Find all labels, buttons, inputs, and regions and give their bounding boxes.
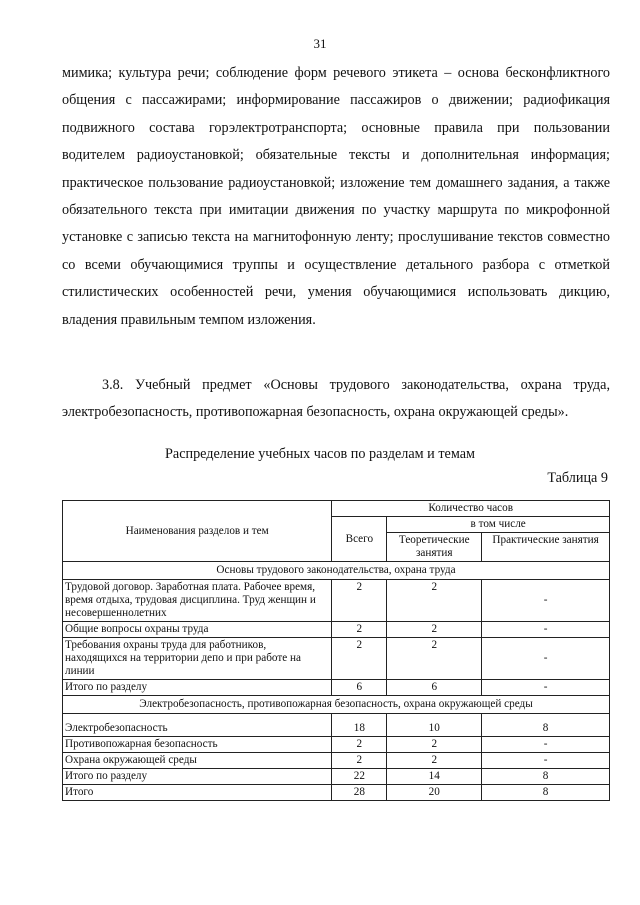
row-practice: 8 <box>482 714 610 737</box>
page-number: 31 <box>313 36 327 51</box>
header-name: Наименования разделов и тем <box>63 501 332 562</box>
row-total: 2 <box>332 580 387 622</box>
table-row <box>63 638 610 680</box>
table-caption: Распределение учебных часов по разделам и темам <box>165 446 475 462</box>
row-theory: 2 <box>387 580 482 622</box>
body-paragraph: мимика; культура речи; соблюдение форм речевого этикета – основа бесконфликтного общения с пассажирами; информирование пассажиров о движении; радиофикация подвижного состава горэлектротранспорта; основные правила при пользовании водителем радиоустановкой; обязательные тексты и дополнительная информация; практическое пользование радиоустановкой; изложение тем домашнего задания, а также обязательного текста при имитации движения по участку маршрута по микрофонной установке с записью текста на магнитофонную ленту; прослушивание текстов совместно со всеми обучающимися труппы и осуществление детального разбора с отметкой стилистических особенностей речи, умения обучающимися использовать дикцию, владения правильным темпом изложения. <box>62 65 610 328</box>
row-name: Итого по разделу <box>63 680 332 696</box>
grand-total-total: 28 <box>332 785 387 801</box>
row-practice: 8 <box>482 769 610 785</box>
header-including: в том числе <box>387 517 610 533</box>
table-row <box>63 580 610 622</box>
grand-total-practice: 8 <box>482 785 610 801</box>
table-row <box>63 737 610 753</box>
grand-total-row <box>63 785 610 801</box>
row-theory: 2 <box>387 753 482 769</box>
row-theory: 2 <box>387 622 482 638</box>
row-practice: - <box>482 680 610 696</box>
header-hours-count: Количество часов <box>332 501 610 517</box>
row-total: 2 <box>332 737 387 753</box>
table-row <box>63 680 610 696</box>
grand-total-theory: 20 <box>387 785 482 801</box>
row-name: Охрана окружающей среды <box>63 753 332 769</box>
table-row <box>63 753 610 769</box>
row-name: Итого по разделу <box>63 769 332 785</box>
row-practice: - <box>482 737 610 753</box>
table-number: Таблица 9 <box>547 470 608 486</box>
row-theory: 14 <box>387 769 482 785</box>
row-name: Электробезопасность <box>63 714 332 737</box>
row-theory: 2 <box>387 737 482 753</box>
table-row <box>63 769 610 785</box>
header-theory: Теоретические занятия <box>387 533 482 562</box>
row-total: 2 <box>332 638 387 680</box>
row-theory: 2 <box>387 638 482 680</box>
section-title: Электробезопасность, противопожарная безопасность, охрана окружающей среды <box>63 696 610 714</box>
table-row <box>63 622 610 638</box>
row-total: 22 <box>332 769 387 785</box>
grand-total-name: Итого <box>63 785 332 801</box>
row-theory: 6 <box>387 680 482 696</box>
row-practice: - <box>482 638 610 680</box>
row-total: 18 <box>332 714 387 737</box>
header-row-1 <box>63 501 610 517</box>
row-theory: 10 <box>387 714 482 737</box>
row-practice: - <box>482 753 610 769</box>
hours-table <box>62 500 610 801</box>
row-practice: - <box>482 580 610 622</box>
row-name: Трудовой договор. Заработная плата. Рабочее время, время отдыха, трудовая дисциплина. Труд женщин и несовершеннолетних <box>63 580 332 622</box>
row-name: Противопожарная безопасность <box>63 737 332 753</box>
section-title-row <box>63 696 610 714</box>
header-practice: Практические занятия <box>482 533 610 562</box>
row-name: Общие вопросы охраны труда <box>63 622 332 638</box>
section-heading: 3.8. Учебный предмет «Основы трудового законодательства, охрана труда, электробезопасность, противопожарная безопасность, охрана окружающей среды». <box>62 377 610 421</box>
row-total: 6 <box>332 680 387 696</box>
header-total: Всего <box>332 517 387 562</box>
section-title: Основы трудового законодательства, охрана труда <box>63 562 610 580</box>
row-total: 2 <box>332 753 387 769</box>
row-total: 2 <box>332 622 387 638</box>
row-practice: - <box>482 622 610 638</box>
table-row <box>63 714 610 737</box>
section-title-row <box>63 562 610 580</box>
row-name: Требования охраны труда для работников, находящихся на территории депо и при работе на линии <box>63 638 332 680</box>
